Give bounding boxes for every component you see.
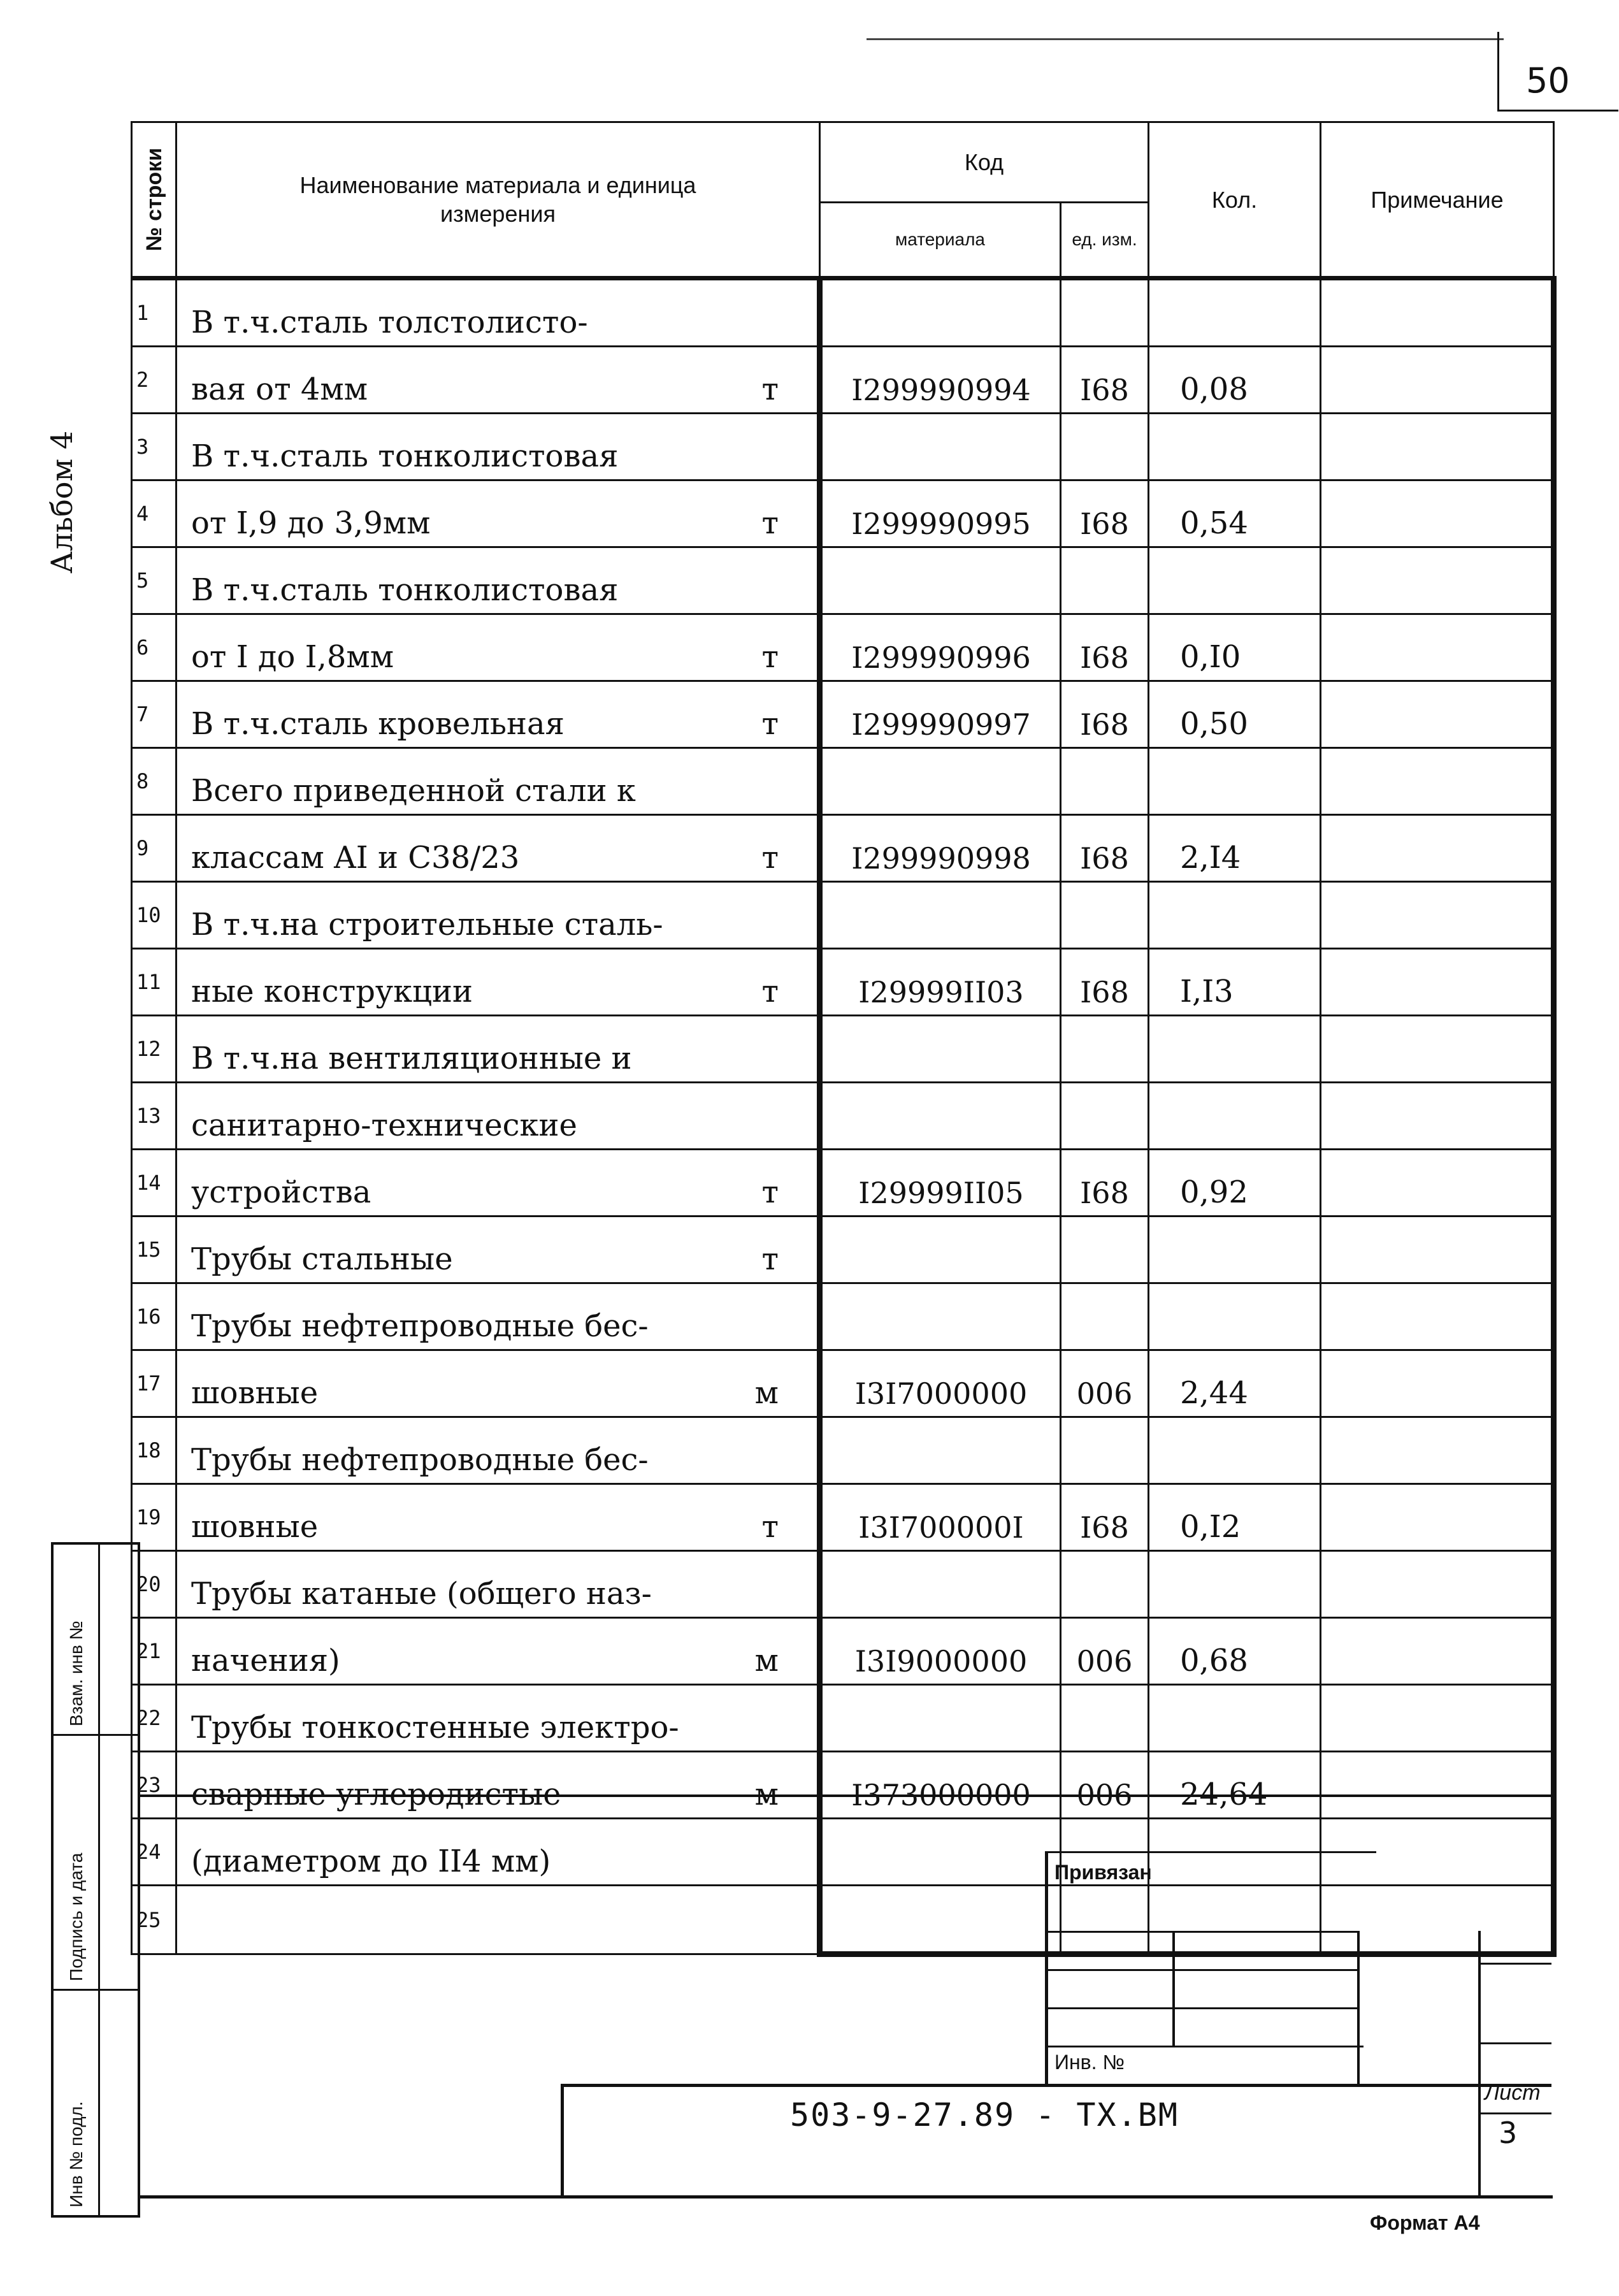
material-name-text: Трубы тонкостенные электро- bbox=[191, 1710, 679, 1745]
material-name bbox=[176, 1350, 820, 1417]
table-row bbox=[132, 547, 1554, 614]
unit-code: I68 bbox=[1061, 347, 1149, 414]
note bbox=[1321, 1150, 1554, 1217]
material-code bbox=[820, 414, 1061, 480]
material-name bbox=[176, 278, 820, 347]
row-number: 8 bbox=[132, 748, 176, 815]
stamp-inv-podl-label: Инв № подл. bbox=[66, 2101, 86, 2207]
table-row bbox=[132, 681, 1554, 748]
unit-of-measure: т bbox=[761, 1509, 779, 1545]
material-name-text: начения) bbox=[191, 1643, 340, 1679]
album-label: Альбом 4 bbox=[45, 430, 79, 574]
title-block-hline-3 bbox=[1045, 1969, 1357, 1971]
material-name bbox=[176, 347, 820, 414]
row-number: 19 bbox=[132, 1484, 176, 1551]
row-number: 4 bbox=[132, 480, 176, 547]
privyazan-label: Привязан bbox=[1054, 1861, 1152, 1884]
note bbox=[1321, 1618, 1554, 1685]
unit-of-measure: т bbox=[761, 639, 779, 675]
note bbox=[1321, 347, 1554, 414]
note bbox=[1321, 414, 1554, 480]
quantity bbox=[1149, 1217, 1321, 1283]
material-name-text: Трубы стальные bbox=[191, 1241, 453, 1277]
header-code: Код bbox=[820, 122, 1149, 203]
quantity bbox=[1149, 1417, 1321, 1484]
row-number: 24 bbox=[132, 1819, 176, 1886]
material-name-text: Трубы нефтепроводные бес- bbox=[191, 1442, 649, 1478]
table-row bbox=[132, 1484, 1554, 1551]
row-number: 2 bbox=[132, 347, 176, 414]
material-name bbox=[176, 748, 820, 815]
document-code: 503-9-27.89 - ТХ.ВМ bbox=[790, 2097, 1179, 2134]
page-number-rule bbox=[1497, 110, 1618, 112]
material-name-text: В т.ч.на вентиляционные и bbox=[191, 1041, 632, 1076]
doc-code-left-border bbox=[561, 2084, 564, 2199]
quantity bbox=[1149, 278, 1321, 347]
quantity bbox=[1149, 547, 1321, 614]
material-code bbox=[820, 882, 1061, 949]
unit-of-measure: т bbox=[761, 372, 779, 407]
material-name-text: Трубы катаные (общего наз- bbox=[191, 1576, 652, 1612]
row-number: 11 bbox=[132, 949, 176, 1016]
table-row bbox=[132, 1618, 1554, 1685]
note bbox=[1321, 1685, 1554, 1752]
unit-code bbox=[1061, 1016, 1149, 1083]
header-name: Наименование материала и единица измерения bbox=[176, 122, 820, 278]
row-number: 23 bbox=[132, 1752, 176, 1819]
unit-of-measure: м bbox=[754, 1643, 779, 1679]
table-row bbox=[132, 1016, 1554, 1083]
note bbox=[1321, 748, 1554, 815]
quantity bbox=[1149, 1283, 1321, 1350]
quantity: 0,I2 bbox=[1149, 1484, 1321, 1551]
material-name-text: сварные углеродистые bbox=[191, 1777, 561, 1812]
material-name bbox=[176, 1283, 820, 1350]
quantity: 2,44 bbox=[1149, 1350, 1321, 1417]
material-code: I299990995 bbox=[820, 480, 1061, 547]
row-number: 14 bbox=[132, 1150, 176, 1217]
material-name-text: вая от 4мм bbox=[191, 372, 368, 407]
title-block-hline-top bbox=[1045, 1851, 1376, 1853]
material-code bbox=[820, 748, 1061, 815]
sheet-number: 3 bbox=[1499, 2116, 1518, 2150]
unit-code bbox=[1061, 1217, 1149, 1283]
row-number: 13 bbox=[132, 1083, 176, 1150]
quantity: 24,64 bbox=[1149, 1752, 1321, 1819]
table-row bbox=[132, 614, 1554, 681]
material-name bbox=[176, 815, 820, 882]
table-row bbox=[132, 815, 1554, 882]
quantity: 0,54 bbox=[1149, 480, 1321, 547]
title-block-vline-2 bbox=[1172, 1931, 1175, 2046]
sheet-box-mid bbox=[1478, 2042, 1551, 2044]
unit-code: I68 bbox=[1061, 1484, 1149, 1551]
material-code: I373000000 bbox=[820, 1752, 1061, 1819]
unit-code: 006 bbox=[1061, 1752, 1149, 1819]
row-number: 25 bbox=[132, 1886, 176, 1954]
quantity: 0,50 bbox=[1149, 681, 1321, 748]
material-name bbox=[176, 1551, 820, 1618]
unit-of-measure: т bbox=[761, 974, 779, 1009]
note bbox=[1321, 1016, 1554, 1083]
material-name bbox=[176, 547, 820, 614]
unit-of-measure: м bbox=[754, 1777, 779, 1812]
header-code-material: материала bbox=[820, 202, 1061, 278]
title-block-hline-5 bbox=[1045, 2046, 1364, 2047]
title-block-vline-3 bbox=[1357, 1931, 1360, 2087]
quantity bbox=[1149, 748, 1321, 815]
unit-code bbox=[1061, 278, 1149, 347]
table-row bbox=[132, 1685, 1554, 1752]
note bbox=[1321, 1417, 1554, 1484]
material-name-text: ные конструкции bbox=[191, 974, 473, 1009]
stamp-podpis-data bbox=[54, 1736, 138, 1991]
material-code bbox=[820, 1551, 1061, 1618]
unit-of-measure: м bbox=[754, 1375, 779, 1411]
note bbox=[1321, 1283, 1554, 1350]
material-code bbox=[820, 547, 1061, 614]
quantity bbox=[1149, 1685, 1321, 1752]
unit-code bbox=[1061, 1283, 1149, 1350]
material-name bbox=[176, 614, 820, 681]
note bbox=[1321, 1083, 1554, 1150]
note bbox=[1321, 815, 1554, 882]
material-name-text: В т.ч.сталь толстолисто- bbox=[191, 305, 588, 340]
quantity: 0,68 bbox=[1149, 1618, 1321, 1685]
row-number: 12 bbox=[132, 1016, 176, 1083]
table-row bbox=[132, 1283, 1554, 1350]
sheet-box-left bbox=[1478, 1931, 1481, 2199]
row-number: 5 bbox=[132, 547, 176, 614]
row-number: 7 bbox=[132, 681, 176, 748]
table-body bbox=[132, 278, 1554, 1954]
material-name-text: Всего приведенной стали к bbox=[191, 773, 636, 809]
quantity bbox=[1149, 1551, 1321, 1618]
table-row bbox=[132, 1551, 1554, 1618]
unit-code: I68 bbox=[1061, 614, 1149, 681]
quantity bbox=[1149, 882, 1321, 949]
stamp-vzam-inv bbox=[54, 1545, 138, 1736]
note bbox=[1321, 882, 1554, 949]
material-name-text: В т.ч.на строительные сталь- bbox=[191, 907, 663, 942]
sheet-box-top bbox=[1478, 1963, 1551, 1965]
material-code: I3I9000000 bbox=[820, 1618, 1061, 1685]
title-block-hline-4 bbox=[1045, 2007, 1357, 2009]
note bbox=[1321, 1217, 1554, 1283]
table-row bbox=[132, 347, 1554, 414]
row-number: 22 bbox=[132, 1685, 176, 1752]
row-number: 9 bbox=[132, 815, 176, 882]
stamp-inv-podl bbox=[54, 1991, 138, 2215]
unit-code: I68 bbox=[1061, 681, 1149, 748]
header-code-unit: ед. изм. bbox=[1061, 202, 1149, 278]
material-name bbox=[176, 1417, 820, 1484]
unit-code bbox=[1061, 547, 1149, 614]
note bbox=[1321, 614, 1554, 681]
material-name-text: от I до I,8мм bbox=[191, 639, 394, 675]
table-row bbox=[132, 882, 1554, 949]
material-name-text: Трубы нефтепроводные бес- bbox=[191, 1308, 649, 1344]
unit-code bbox=[1061, 748, 1149, 815]
material-code bbox=[820, 1016, 1061, 1083]
note bbox=[1321, 1484, 1554, 1551]
material-name bbox=[176, 1484, 820, 1551]
header-qty: Кол. bbox=[1149, 122, 1321, 278]
stamp-vzam-inv-label: Взам. инв № bbox=[66, 1621, 86, 1726]
material-name bbox=[176, 1150, 820, 1217]
sheet-label: Лист bbox=[1485, 2081, 1541, 2105]
quantity bbox=[1149, 1016, 1321, 1083]
material-code bbox=[820, 1083, 1061, 1150]
quantity: 2,I4 bbox=[1149, 815, 1321, 882]
unit-code: I68 bbox=[1061, 1150, 1149, 1217]
unit-code: 006 bbox=[1061, 1618, 1149, 1685]
sheet-box-divider bbox=[1478, 2112, 1551, 2114]
material-code bbox=[820, 278, 1061, 347]
materials-table bbox=[131, 121, 1557, 1957]
row-number: 1 bbox=[132, 278, 176, 347]
material-name-text: В т.ч.сталь кровельная bbox=[191, 706, 565, 742]
unit-code bbox=[1061, 414, 1149, 480]
material-name-text: В т.ч.сталь тонколистовая bbox=[191, 438, 619, 474]
doc-code-row-top bbox=[561, 2084, 1551, 2087]
quantity: 0,08 bbox=[1149, 347, 1321, 414]
row-number: 3 bbox=[132, 414, 176, 480]
material-name bbox=[176, 1685, 820, 1752]
unit-code bbox=[1061, 882, 1149, 949]
material-name-text: от I,9 до 3,9мм bbox=[191, 505, 431, 541]
table-header-row bbox=[132, 122, 1554, 203]
row-number: 21 bbox=[132, 1618, 176, 1685]
table-row bbox=[132, 1350, 1554, 1417]
material-name-text: классам AI и C38/23 bbox=[191, 840, 520, 876]
row-number: 18 bbox=[132, 1417, 176, 1484]
note bbox=[1321, 949, 1554, 1016]
material-name-text: (диаметром до II4 мм) bbox=[191, 1844, 551, 1879]
note bbox=[1321, 681, 1554, 748]
unit-code: 006 bbox=[1061, 1350, 1149, 1417]
title-block-frame bbox=[140, 1794, 1553, 2199]
unit-of-measure: т bbox=[761, 840, 779, 876]
material-code: I29999II05 bbox=[820, 1150, 1061, 1217]
unit-code: I68 bbox=[1061, 480, 1149, 547]
page-number-corner bbox=[1497, 32, 1499, 112]
material-name-text: В т.ч.сталь тонколистовая bbox=[191, 572, 619, 608]
unit-code bbox=[1061, 1685, 1149, 1752]
material-name-text: шовные bbox=[191, 1509, 319, 1545]
quantity: 0,I0 bbox=[1149, 614, 1321, 681]
row-number: 16 bbox=[132, 1283, 176, 1350]
table-row bbox=[132, 480, 1554, 547]
note bbox=[1321, 1551, 1554, 1618]
table-row bbox=[132, 1217, 1554, 1283]
note bbox=[1321, 278, 1554, 347]
material-code: I3I7000000 bbox=[820, 1350, 1061, 1417]
table-row bbox=[132, 414, 1554, 480]
table-row bbox=[132, 949, 1554, 1016]
side-stamp bbox=[51, 1542, 140, 2218]
table-row bbox=[132, 278, 1554, 347]
material-code bbox=[820, 1685, 1061, 1752]
material-name bbox=[176, 681, 820, 748]
title-block-hline-2 bbox=[1045, 1931, 1357, 1933]
row-number: 6 bbox=[132, 614, 176, 681]
note bbox=[1321, 547, 1554, 614]
top-dash-line bbox=[867, 38, 1504, 40]
row-number: 10 bbox=[132, 882, 176, 949]
row-number: 17 bbox=[132, 1350, 176, 1417]
material-name bbox=[176, 414, 820, 480]
quantity: 0,92 bbox=[1149, 1150, 1321, 1217]
material-name bbox=[176, 949, 820, 1016]
unit-of-measure: т bbox=[761, 1241, 779, 1277]
inv-no-label: Инв. № bbox=[1054, 2051, 1125, 2074]
note bbox=[1321, 1350, 1554, 1417]
table-row bbox=[132, 748, 1554, 815]
stamp-podpis-data-label: Подпись и дата bbox=[66, 1852, 86, 1981]
material-name-text: шовные bbox=[191, 1375, 319, 1411]
quantity: I,I3 bbox=[1149, 949, 1321, 1016]
unit-of-measure: т bbox=[761, 505, 779, 541]
material-code bbox=[820, 1283, 1061, 1350]
header-row-no: № строки bbox=[132, 122, 176, 278]
row-number: 15 bbox=[132, 1217, 176, 1283]
material-code: I299990996 bbox=[820, 614, 1061, 681]
unit-code: I68 bbox=[1061, 949, 1149, 1016]
material-code bbox=[820, 1417, 1061, 1484]
material-code bbox=[820, 1217, 1061, 1283]
material-name-text: санитарно-технические bbox=[191, 1108, 577, 1143]
material-code: I299990998 bbox=[820, 815, 1061, 882]
material-name bbox=[176, 1217, 820, 1283]
unit-code bbox=[1061, 1083, 1149, 1150]
unit-code bbox=[1061, 1551, 1149, 1618]
material-code: I299990997 bbox=[820, 681, 1061, 748]
unit-code: I68 bbox=[1061, 815, 1149, 882]
material-name bbox=[176, 882, 820, 949]
note bbox=[1321, 480, 1554, 547]
quantity bbox=[1149, 1083, 1321, 1150]
table-row bbox=[132, 1150, 1554, 1217]
material-name bbox=[176, 1016, 820, 1083]
material-code: I29999II03 bbox=[820, 949, 1061, 1016]
table-row bbox=[132, 1083, 1554, 1150]
format-label: Формат А4 bbox=[1370, 2211, 1480, 2234]
material-code: I299990994 bbox=[820, 347, 1061, 414]
material-name bbox=[176, 480, 820, 547]
unit-of-measure: т bbox=[761, 1174, 779, 1210]
material-name bbox=[176, 1618, 820, 1685]
quantity bbox=[1149, 414, 1321, 480]
table-row bbox=[132, 1417, 1554, 1484]
unit-of-measure: т bbox=[761, 706, 779, 742]
row-number: 20 bbox=[132, 1551, 176, 1618]
page-number: 50 bbox=[1526, 61, 1570, 101]
material-name-text: устройства bbox=[191, 1174, 371, 1210]
unit-code bbox=[1061, 1417, 1149, 1484]
material-name bbox=[176, 1083, 820, 1150]
material-code: I3I700000I bbox=[820, 1484, 1061, 1551]
header-note: Примечание bbox=[1321, 122, 1554, 278]
